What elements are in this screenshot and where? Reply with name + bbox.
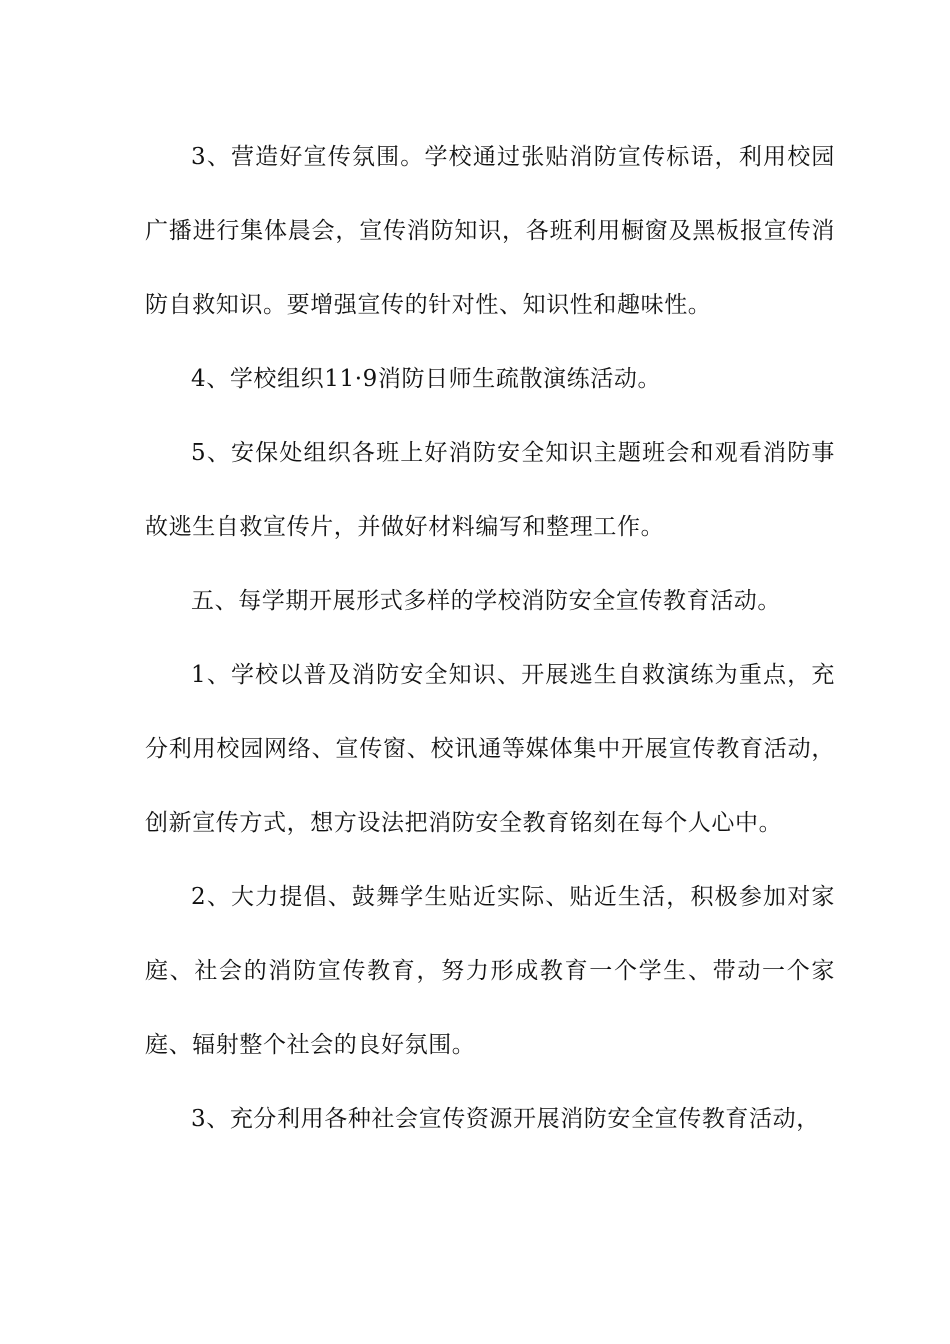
paragraph-promotion-atmosphere: 3、营造好宣传氛围。学校通过张贴消防宣传标语，利用校园广播进行集体晨会，宣传消防知识，各班利用橱窗及黑板报宣传消防自救知识。要增强宣传的针对性、知识性和趣味性。 [145, 144, 835, 318]
section-heading-five: 五、每学期开展形式多样的学校消防安全宣传教育活动。 [191, 588, 781, 614]
paragraph-class-meeting: 5、安保处组织各班上好消防安全知识主题班会和观看消防事故逃生自救宣传片，并做好材料编写和整理工作。 [145, 440, 835, 540]
document-body [145, 120, 835, 1156]
paragraph-evacuation-drill: 4、学校组织11·9消防日师生疏散演练活动。 [191, 366, 662, 392]
paragraph-media-campaign: 1、学校以普及消防安全知识、开展逃生自救演练为重点，充分利用校园网络、宣传窗、校讯通等媒体集中开展宣传教育活动，创新宣传方式，想方设法把消防安全教育铭刻在每个人心中。 [145, 662, 835, 836]
paragraph-family-society: 2、大力提倡、鼓舞学生贴近实际、贴近生活，积极参加对家庭、社会的消防宣传教育，努力形成教育一个学生、带动一个家庭、辐射整个社会的良好氛围。 [145, 884, 835, 1058]
paragraph-social-resources: 3、充分利用各种社会宣传资源开展消防安全宣传教育活动， [191, 1106, 820, 1132]
